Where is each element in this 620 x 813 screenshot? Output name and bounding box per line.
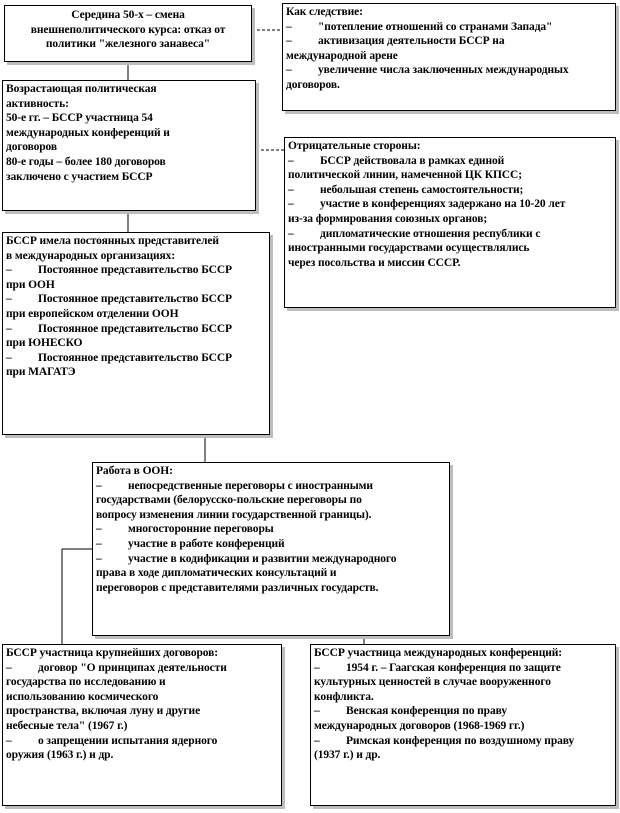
text-line: активность: — [6, 97, 69, 110]
text-line: небесные тела" (1967 г.) — [6, 719, 128, 732]
dash-bullet: – — [288, 154, 294, 167]
list-item: – участие в конференциях задержано на 10-20 лет — [288, 198, 566, 211]
text-line: договоров — [6, 141, 58, 154]
box-negative-sides — [284, 137, 616, 308]
dash-bullet: – — [288, 183, 294, 196]
box-major-treaties — [2, 644, 282, 806]
box-title: Отрицательные стороны: — [288, 140, 421, 152]
box-international-conferences — [310, 644, 616, 806]
dash-bullet: – — [96, 523, 102, 536]
list-item: – 1954 г. – Гаагская конференция по защите — [314, 661, 561, 674]
dash-bullet: – — [6, 351, 12, 364]
list-item: – участие в работе конференций — [96, 537, 285, 550]
box-title: Как следствие: — [286, 6, 363, 18]
text-line: Возрастающая политическая — [6, 83, 157, 95]
text-line: государства по исследованию и — [6, 676, 166, 689]
text-line: (1937 г.) и др. — [314, 749, 381, 762]
dash-bullet: – — [6, 322, 12, 335]
text-line: из-за формирования союзных органов; — [288, 212, 488, 225]
dash-bullet: – — [286, 35, 292, 48]
list-item: – многосторонние переговоры — [96, 523, 274, 536]
text-line: БССР имела постоянных представителей — [6, 235, 219, 247]
list-item: – дипломатические отношения республики с — [288, 227, 541, 240]
dash-bullet: – — [96, 479, 102, 492]
box-political-activity — [2, 80, 256, 211]
list-item: – БССР действовала в рамках единой — [288, 154, 505, 167]
text-line: договоров. — [286, 78, 340, 91]
dash-bullet: – — [314, 705, 320, 718]
dash-bullet: – — [286, 20, 292, 33]
text-line: иностранными государствами осуществлялись — [288, 242, 530, 255]
text-line: права в ходе дипломатических консультаций и — [96, 567, 337, 580]
box-consequence — [282, 3, 616, 111]
text-line: международных конференций и — [6, 126, 170, 139]
text-line: при ЮНЕСКО — [6, 337, 83, 350]
text-line: использованию космического — [6, 690, 159, 703]
text-line: внешнеполитического курса: отказ от — [30, 23, 226, 36]
text-line: оружия (1963 г.) и др. — [6, 749, 114, 762]
dash-bullet: – — [6, 734, 12, 747]
text-line: при МАГАТЭ — [6, 366, 76, 379]
text-line: культурных ценностей в случае вооруженного — [314, 676, 551, 689]
list-item: – Римская конференция по воздушному праву — [314, 734, 575, 747]
dash-bullet: – — [288, 198, 294, 211]
dash-bullet: – — [96, 552, 102, 565]
list-item: – Постоянное представительство БССР — [6, 322, 232, 335]
list-item: – непосредственные переговоры с иностранными — [96, 479, 373, 492]
text-line: БССР участница крупнейших договоров: — [6, 647, 218, 659]
list-item: – договор "О принципах деятельности — [6, 661, 227, 674]
dash-bullet: – — [288, 227, 294, 240]
list-item: – участие в кодификации и развитии международного — [96, 552, 397, 565]
text-line: государствами (белорусско-польские переговоры по — [96, 494, 362, 507]
list-item: – Постоянное представительство БССР — [6, 293, 232, 306]
dash-bullet: – — [6, 293, 12, 306]
text-line: Середина 50-х – смена — [71, 9, 185, 21]
text-line: 80-е годы – более 180 договоров — [6, 155, 166, 168]
box-foreign-policy-change — [4, 5, 252, 62]
text-line: при европейском отделении ООН — [6, 307, 179, 320]
dash-bullet: – — [6, 264, 12, 277]
box-un-work — [92, 462, 450, 636]
text-line: при ООН — [6, 278, 55, 291]
list-item: – Постоянное представительство БССР — [6, 264, 232, 277]
list-item: – Постоянное представительство БССР — [6, 351, 232, 364]
list-item: – небольшая степень самостоятельности; — [288, 183, 524, 196]
list-item: – "потепление отношений со странами Запада" — [286, 20, 553, 33]
dash-bullet: – — [96, 537, 102, 550]
list-item: – о запрещении испытания ядерного — [6, 734, 218, 747]
text-line: через посольства и миссии СССР. — [288, 256, 461, 269]
text-line: вопросу изменения линии государственной границы). — [96, 508, 372, 521]
dash-bullet: – — [286, 64, 292, 77]
dash-bullet: – — [6, 661, 12, 674]
text-line: в международных организациях: — [6, 249, 176, 262]
text-line: 50-е гг. – БССР участница 54 — [6, 112, 153, 125]
text-line: переговоров с представителями различных государств. — [96, 581, 379, 594]
text-line: конфликта. — [314, 690, 374, 703]
text-line: политики "железного занавеса" — [45, 38, 211, 51]
box-title: Работа в ООН: — [96, 465, 173, 477]
dash-bullet: – — [314, 661, 320, 674]
list-item: – активизация деятельности БССР на — [286, 35, 505, 48]
dash-bullet: – — [314, 734, 320, 747]
text-line: БССР участница международных конференций: — [314, 647, 563, 659]
box-permanent-representations — [2, 232, 270, 435]
text-line: заключено с участием БССР — [6, 170, 153, 183]
text-line: международной арене — [286, 49, 398, 62]
list-item: – увеличение числа заключенных международных — [286, 64, 569, 77]
text-line: международных договоров (1968-1969 гг.) — [314, 719, 525, 732]
text-line: пространства, включая луну и другие — [6, 705, 201, 718]
list-item: – Венская конференция по праву — [314, 705, 507, 718]
text-line: политической линии, намеченной ЦК КПСС; — [288, 169, 522, 182]
